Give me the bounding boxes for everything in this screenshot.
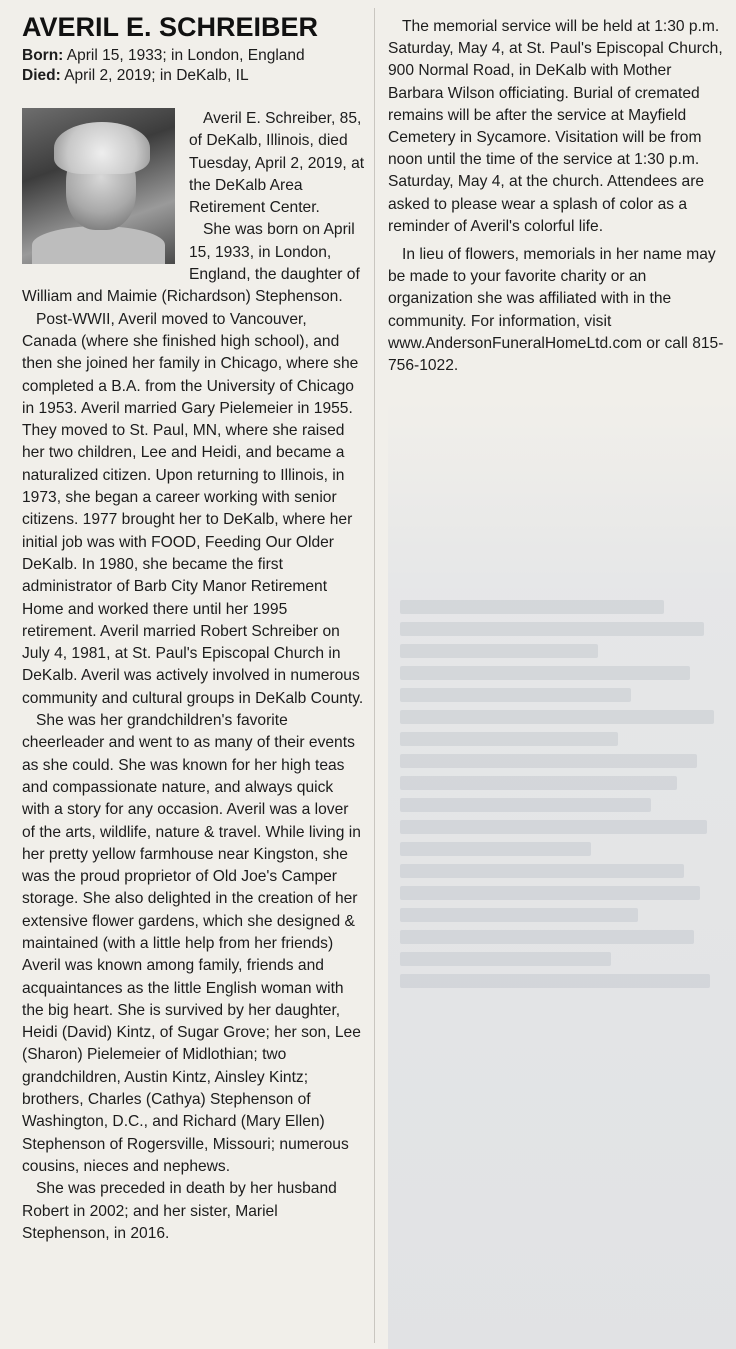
obituary-right-column (388, 16, 728, 377)
died-value: April 2, 2019; in DeKalb, IL (60, 67, 249, 84)
born-line (22, 46, 365, 66)
paragraph-memorials: In lieu of flowers, memorials in her name may be made to your favorite charity or an organization she was affiliated with in the community. For information, visit www.AndersonFuneralHomeLtd.com or call 815-756-1022. (388, 246, 724, 375)
obituary-left-column (22, 12, 365, 1245)
died-line (22, 66, 365, 86)
born-value: April 15, 1933; in London, England (63, 47, 305, 64)
faded-adjacent-obituary (388, 400, 736, 1349)
born-label: Born: (22, 47, 64, 64)
obituary-body (22, 108, 365, 1245)
obituary-name: AVERIL E. SCHREIBER (22, 12, 319, 42)
paragraph-preceded: She was preceded in death by her husband Robert in 2002; and her sister, Mariel Stephenson, in 2016. (22, 1180, 337, 1242)
died-label: Died: (22, 67, 61, 84)
column-divider (374, 8, 375, 1343)
paragraph-family: She was her grandchildren's favorite cheerleader and went to as many of their events as she could. She was known for her high teas and compassionate nature, and always quick with a story for any occasion. Averil was a lover of the arts, wildlife, nature & travel. While living in her pretty yellow farmhouse near Kingston, she was the proud proprietor of Old Joe's Camper storage. She also delighted in the creation of her extensive flower gardens, which she designed & maintained (with a little help from her friends) Averil was known among family, friends and acquaintances as the little English woman with the big heart. She is survived by her daughter, Heidi (David) Kintz, of Sugar Grove; her son, Lee (Sharon) Pielemeier of Midlothian; two grandchildren, Austin Kintz, Ainsley Kintz; brothers, Charles (Cathya) Stephenson of Washington, D.C., and Richard (Mary Ellen) Stephenson of Rogersville, Missouri; numerous cousins, nieces and nephews. (22, 712, 361, 1175)
portrait-photo (22, 108, 175, 264)
paragraph-intro: Averil E. Schreiber, 85, of DeKalb, Illinois, died Tuesday, April 2, 2019, at the DeKalb Area Retirement Center. (189, 110, 365, 217)
paragraph-service: The memorial service will be held at 1:30 p.m. Saturday, May 4, at St. Paul's Episcopal Church, 900 Normal Road, in DeKalb with Mother Barbara Wilson officiating. Burial of cremated remains will be after the service at Mayfield Cemetery in Sycamore. Visitation will be from noon until the time of the service at 1:30 p.m. Saturday, May 4, at the church. Attendees are asked to please wear a splash of color as a reminder of Averil's colorful life. (388, 18, 723, 235)
paragraph-birth: She was born on April 15, 1933, in London, England, the daughter of William and Maimie (Richardson) Stephenson. (22, 221, 360, 306)
paragraph-life: Post-WWII, Averil moved to Vancouver, Canada (where she finished high school), and then she joined her family in Chicago, where she completed a B.A. from the University of Chicago in 1953. Averil married Gary Pielemeier in 1955. They moved to St. Paul, MN, where she raised her two children, Lee and Heidi, and became a naturalized citizen. Upon returning to Illinois, in 1973, she began a career working with senior citizens. 1977 brought her to DeKalb, where her initial job was with FOOD, Feeding Our Older DeKalb. In 1980, she became the first administrator of Barb City Manor Retirement Home and worked there until her 1995 retirement. Averil married Robert Schreiber on July 4, 1981, at St. Paul's Episcopal Church in DeKalb. Averil was actively involved in numerous community and cultural groups in DeKalb County. (22, 310, 364, 707)
